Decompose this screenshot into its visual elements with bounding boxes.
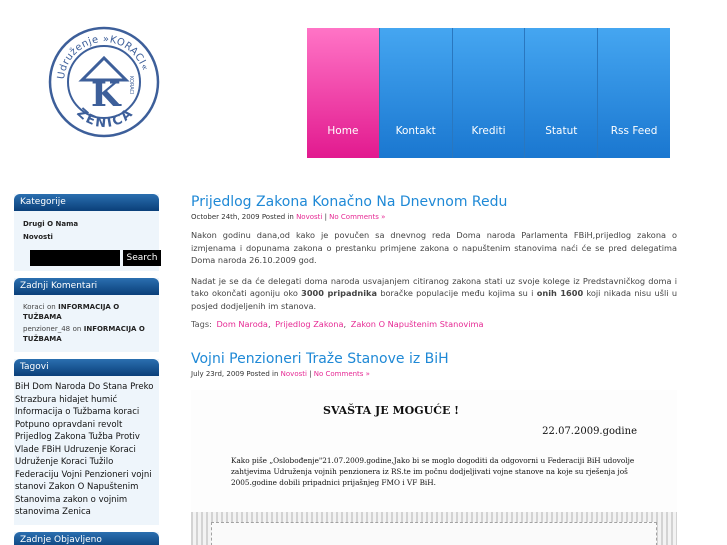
comment-on: on	[46, 303, 56, 311]
search-button[interactable]: Search	[123, 250, 161, 266]
comment-author[interactable]: Koraci	[23, 303, 45, 311]
post-title[interactable]: Vojni Penzioneri Traže Stanove iz BiH	[191, 351, 449, 367]
comment-item	[23, 302, 151, 322]
comment-post-link[interactable]: INFORMACIJA O TUŽBAMA	[23, 303, 120, 321]
category-link-novosti[interactable]: Novosti	[23, 233, 53, 241]
doc-body: Kako piše „Oslobođenje"21.07.2009.godine,Jako bi se moglo dogoditi da odgovorni u Federaciji BiH udovolje zahtjevima Udruženja vojnih penzionera iz RS.te im počnu dodjeljivati vojne stanove na koje su rješenja još 2005.godine dobili pripadnici prijašnjeg FMO i VF BiH.	[231, 456, 635, 487]
comments-body	[14, 295, 159, 352]
comments-widget	[14, 278, 159, 352]
post-bold-fragment: 3000 pripadnika	[301, 288, 378, 298]
nav-kontakt[interactable]: Kontakt	[380, 28, 453, 158]
post-meta	[191, 370, 677, 378]
post-category-link[interactable]: Novosti	[296, 213, 323, 221]
post-comments-link[interactable]: No Comments »	[329, 213, 386, 221]
search-input[interactable]	[30, 250, 120, 266]
post-bold-fragment: onih 1600	[536, 288, 584, 298]
post-tags-label: Tags:	[191, 319, 212, 329]
recent-posts-widget	[14, 532, 159, 545]
logo-side-text: KORACI	[128, 76, 134, 95]
post-paragraph: Nakon godinu dana,od kako je povučen sa dnevnog reda Doma naroda Parlamenta FBiH,prijedlog zakona o izmjenama i dopunama zakona o prestanku primjene zakona o napuštenim stanovima naći će se pred delegatima Doma naroda 26.10.2009 god.	[191, 230, 677, 265]
scanned-document-image	[191, 390, 677, 545]
tags-title: Tagovi	[14, 359, 159, 376]
tags-widget	[14, 359, 159, 525]
post-text-fragment: Nadat je se da će delegati doma naroda usvajanjem citiranog zakona stati uz svoje kolege iz Predstavničkog doma i tako okončati agoniju oko	[191, 275, 677, 298]
post-text-fragment: koji nikada nisu ušli u posjed dodjeljenih im stanova.	[191, 288, 678, 311]
site-logo[interactable]	[46, 20, 162, 138]
doc-heading: SVAŠTA JE MOGUĆE !	[323, 404, 460, 417]
main-content	[191, 194, 677, 545]
main-nav	[307, 28, 670, 158]
nav-rss-feed[interactable]: Rss Feed	[598, 28, 670, 158]
nav-krediti[interactable]: Krediti	[453, 28, 526, 158]
post-comments-link[interactable]: No Comments »	[313, 370, 370, 378]
post	[191, 194, 677, 329]
comment-item	[23, 324, 151, 344]
logo-arc-text: Udruženje »KORACI«	[55, 33, 151, 80]
post-tags: Tags: Dom Naroda, Prijedlog Zakona, Zakon O Napuštenim Stanovima	[191, 319, 484, 329]
nav-home[interactable]: Home	[307, 28, 380, 158]
categories-title: Kategorije	[14, 194, 159, 211]
koraci-seal-icon	[46, 20, 162, 138]
post	[191, 351, 677, 545]
comments-title: Zadnji Komentari	[14, 278, 159, 295]
recent-posts-title: Zadnje Objavljeno	[14, 532, 159, 545]
doc-date: 22.07.2009.godine	[542, 426, 637, 437]
logo-city-text: ZENICA	[73, 105, 137, 132]
post-title[interactable]: Prijedlog Zakona Konačno Na Dnevnom Redu	[191, 194, 508, 210]
post-tag-link[interactable]: Zakon O Napuštenim Stanovima	[350, 319, 484, 329]
post-date: July 23rd, 2009 Posted in	[191, 370, 279, 378]
doc-scan-texture	[191, 512, 677, 545]
post-tag-link[interactable]: Dom Naroda	[216, 319, 268, 329]
categories-body	[14, 211, 159, 271]
post-paragraph	[191, 275, 677, 313]
post-tag-link[interactable]: Prijedlog Zakona	[275, 319, 344, 329]
post-text-fragment: boračke populacije među kojima su i	[380, 288, 534, 298]
post-meta	[191, 213, 677, 221]
post-meta-separator: |	[324, 213, 327, 221]
categories-widget	[14, 194, 159, 271]
tag-cloud[interactable]: BiH Dom Naroda Do Stana Preko Strazbura hidajet humić Informacija o Tužbama koraci Potpuno opravdani revolt Prijedlog Zakona Tužba Protiv Vlade FBiH Udruzenje Koraci Udruženje Koraci Tužilo Federaciju Vojni Penzioneri vojni stanovi Zakon O Napuštenim Stanovima zakon o vojnim stanovima Zenica	[15, 382, 154, 517]
post-meta-separator: |	[309, 370, 312, 378]
comment-author[interactable]: penzioner_48	[23, 325, 71, 333]
sidebar	[14, 194, 159, 545]
doc-scan-frame	[211, 522, 657, 545]
comment-on: on	[72, 325, 82, 333]
logo-letter: K	[91, 75, 121, 115]
post-date: October 24th, 2009 Posted in	[191, 213, 294, 221]
nav-statut[interactable]: Statut	[525, 28, 598, 158]
post-category-link[interactable]: Novosti	[280, 370, 307, 378]
category-link-drugi-o-nama[interactable]: Drugi O Nama	[23, 220, 79, 228]
comment-post-link[interactable]: INFORMACIJA O TUŽBAMA	[23, 325, 145, 343]
